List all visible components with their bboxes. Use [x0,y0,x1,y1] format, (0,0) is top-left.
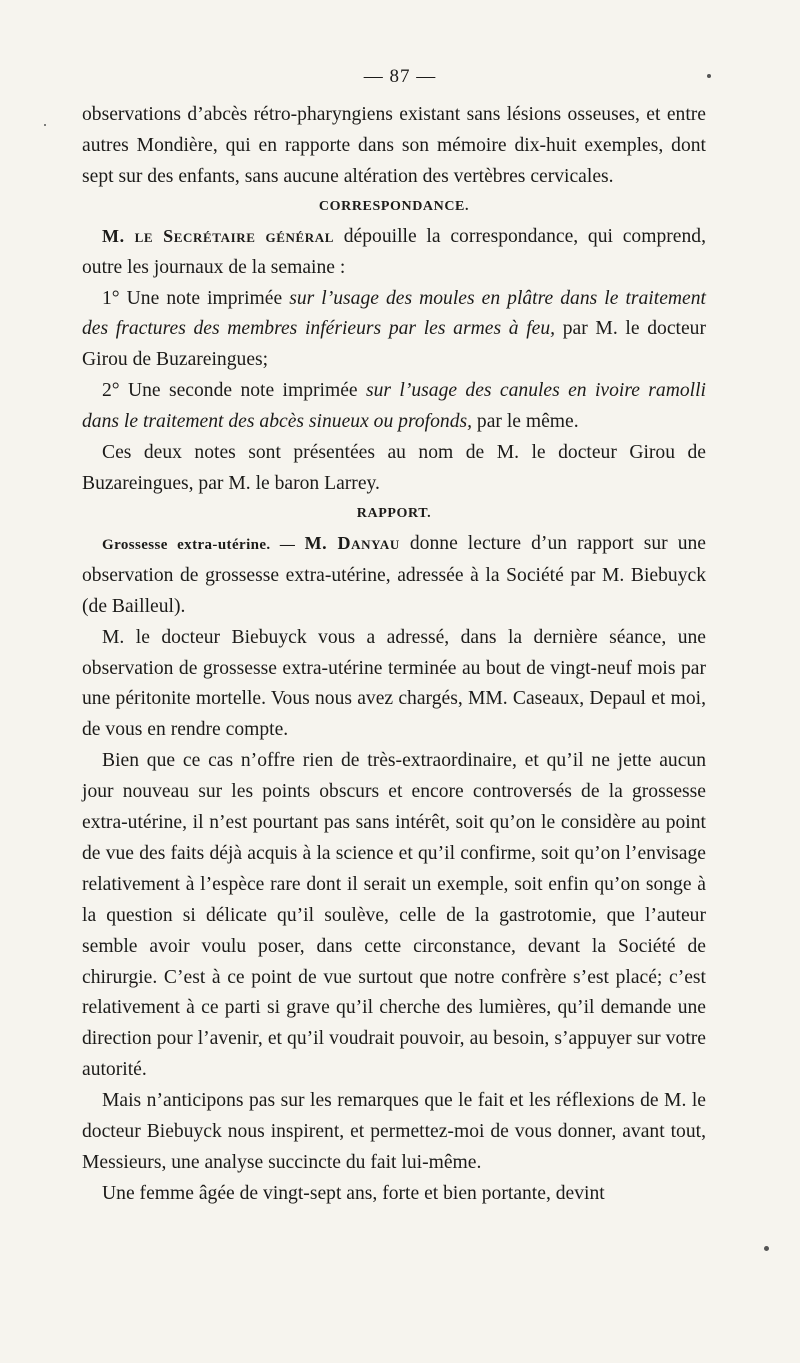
paragraph-secretary [82,221,706,284]
paragraph-item-1 [82,284,706,377]
work-title: sur l’usage des canules en ivoire ramolli dans le traitement des abcès sinueux ou profonds, [82,380,706,433]
paragraph-body: Une femme âgée de vingt-sept ans, forte et bien portante, devint [102,1182,605,1204]
paragraph-report-intro [82,528,706,623]
paragraph-text: par M. le docteur Girou de Buzareingues; [82,318,706,371]
page-number: — 87 — [363,66,437,87]
section-heading-rapport: RAPPORT. [356,505,432,521]
ink-speck [764,1246,769,1251]
paragraph-text: par le même. [472,411,579,433]
paragraph-presentation: Ces deux notes sont présentées au nom de M. le docteur Girou de Buzareingues, par M. le baron Larrey. [82,442,706,494]
item-number: 1° Une note imprimée [102,287,290,309]
paragraph-body: Mais n’anticipons pas sur les remarques que le fait et les réflexions de M. le docteur Biebuyck nous inspirent, et permettez-moi de vous donner, avant tout, Messieurs, une analyse succincte du fait lui-même. [82,1090,706,1173]
paragraph-body: Bien que ce cas n’offre rien de très-extraordinaire, et qu’il ne jette aucun jour nouveau sur les points obscurs et encore controversés de la grossesse extra-utérine, il n’est pourtant pas sans intérêt, soit qu’on le considère au point de vue des faits déjà acquis à la science et qu’il confirme, soit qu’on l’envisage relativement à l’espèce rare dont il serait un exemple, soit enfin qu’on songe à la question si délicate qu’il soulève, celle de la gastrotomie, que l’auteur semble avoir voulu poser, dans cette circonstance, devant la Société de chirurgie. C’est à ce point de vue surtout que notre confrère s’est placé; c’est relativement à ce parti si grave qu’il cherche des lumières, qu’il demande une direction pour l’avenir, et qu’il voudrait pouvoir, au besoin, s’appuyer sur votre autorité. [82,750,706,1081]
paragraph-continued: observations d’abcès rétro-pharyngiens existant sans lésions osseuses, et entre autres Mondière, qui en rapporte dans son mémoire dix-huit exemples, dont sept sur des enfants, sans aucune altération des vertèbres cervicales. [82,104,706,187]
paragraph-text: donne lecture d’un rapport sur une observation de grossesse extra-utérine, adressée à la Société par M. Biebuyck (de Bailleul). [82,532,706,617]
section-heading-correspondance: CORRESPONDANCE. [318,198,470,214]
text-column [82,100,706,1210]
item-number: 2° Une seconde note imprimée [102,380,366,402]
speaker-name: M. le Secrétaire général [102,225,334,246]
ink-speck [707,74,711,78]
speaker-name: M. Danyau [304,532,400,553]
paragraph-item-2 [82,376,706,438]
run-in-heading: Grossesse extra-utérine. — [102,536,305,553]
paragraph-text: dépouille la correspondance, qui comprend, outre les journaux de la semaine : [82,225,706,278]
work-title: sur l’usage des moules en plâtre dans le traitement des fractures des membres inférieurs par les armes à feu, [82,287,706,340]
ink-speck [44,124,46,126]
paragraph-body: M. le docteur Biebuyck vous a adressé, dans la dernière séance, une observation de grossesse extra-utérine terminée au bout de vingt-neuf mois par une péritonite mortelle. Vous nous avez chargés, MM. Caseaux, Depaul et moi, de vous en rendre compte. [82,626,706,741]
